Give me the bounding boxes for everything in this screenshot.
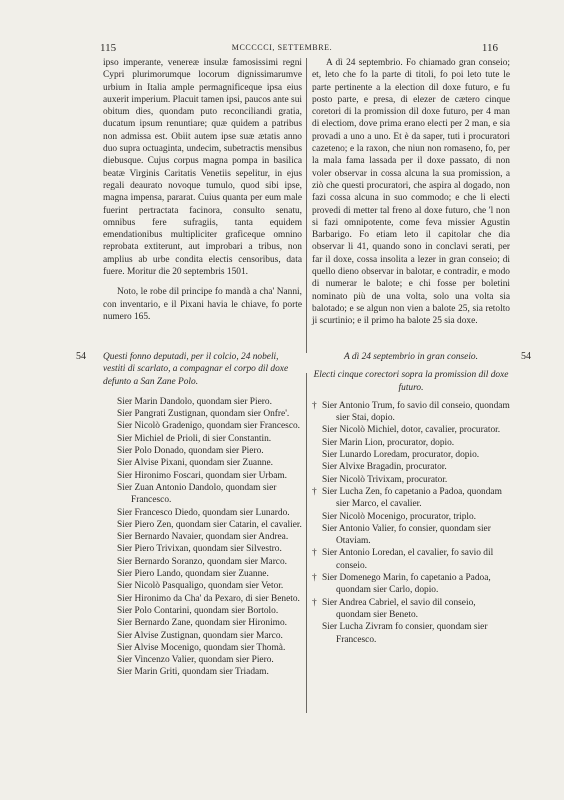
escort-list-item: Sier Francesco Diedo, quondam sier Lunardo.: [117, 507, 290, 518]
correctors-date: A dì 24 septembrio in gran conseio.: [344, 352, 478, 362]
corrector-list-item: [312, 461, 510, 473]
escort-list-item: Sier Bernardo Navaier, quondam sier Andrea.: [117, 532, 289, 543]
escort-heading: Questi fonno deputadi, per il colcio, 24 nobeli, vestiti di scarlato, a compagnar el corpo dil doxe defunto a San Zane Polo.: [103, 352, 289, 387]
correctors-list: [312, 400, 510, 646]
corrector-list-item: [312, 621, 510, 646]
escort-list-item: Sier Alvise Zustignan, quondam sier Marco.: [117, 630, 283, 641]
corrector-list-item: [312, 400, 510, 425]
escort-list-item: Sier Nicolò Gradenigo, quondam sier Francesco.: [117, 421, 301, 432]
corrector-name: Sier Alvixe Bragadin, procurator.: [322, 462, 447, 473]
council-paragraph: A dì 24 septembrio. Fo chiamado gran conseio; et, leto che fo la parte di titoli, fo poi leto tute le parte pertinente a la election dil doxe futuro, e fu posto parte, e presa, di elezer de cætero cinque coretori di la promission dil doxe futuro, per 4 man di electiom, dove prima erano electi per 2 man, e sia provadi a uno a uno. Et è da saper, tuti i procuratori cazeteno; e la raxon, che niun non romaseno, fo, per la mala fama lassada per il doxe passato, di non voler observar in cossa alcuna la sua promission, a ziò che questi procuratori, che aspira al dogado, non fazi cossa alcuna in suo commodo; e che li electi provedi di metter tal freno al doxe futuro, che 'l non si fazi omnipotente, come feva missier Agustin Barbarigo. Fo etiam leto il capitolar che dia observar li 41, quando sono in conclavi serati, per far il doxe, cossa insolita a lezer in gran conseio; di quello dieno observar in balotar, e contradir, e modo di numerar le balote; e chi fosse per boletini nominato più de una volta, solo una volta sia balotado; e se algun non vien a balote 25, sia retolto ji scurtinio; e il primo ha balote 25 sia doxe.: [312, 58, 510, 327]
corrector-list-item: [312, 424, 510, 436]
running-header: [0, 42, 564, 58]
escort-list-item: Sier Polo Donado, quondam sier Piero.: [117, 446, 264, 457]
dagger-mark: †: [312, 573, 317, 584]
corrector-name: Sier Lucha Zivram fo consier, quondam sier Francesco.: [322, 622, 488, 645]
corrector-name: Sier Antonio Trum, fo savio dil conseio, quondam sier Stai, dopio.: [322, 400, 510, 424]
margin-number-left: 54: [76, 351, 86, 362]
page-number-right: 116: [481, 42, 498, 54]
escort-list-item: Sier Hironimo da Cha' da Pexaro, di sier Beneto.: [117, 593, 300, 604]
corrector-list-item: [312, 449, 510, 461]
right-column-top: [312, 57, 510, 328]
escort-list-item: Sier Piero Zen, quondam sier Catarin, el cavalier.: [117, 519, 302, 530]
latin-paragraph: ipso imperante, venereæ insulæ famosissimi regni Cypri plurimorumque locorum dignissimarumve urbium in Italia ample permagnificeque ipsa eius auxerit imperium. Placuit tamen ipsi, paucos ante sui obitum dies, quondam puto reconciliandi gratia, ducatum ipsum renuntiare; quæ quidem a patribus non admissa est. Obiit autem ipse suæ ætatis anno duo supra octuaginta, undecim, subetractis mensibus diebusque. Cujus corpus magna pompa in basilica beatæ Virginis Caritatis Venetiis sepelitur, in ejus regali deaurato novoque tumulo, quod sibi ipse, magna impensa, pararat. Cuius quanta per eum male fuerint pertractata facinora, consulto senatu, omnibus fere sufragiis, tanta equidem emendationibus multipliciter graficeque omnino reprobata extiterunt, aut improbari a tribus, non amplius ab urbe condita electis censoribus, data fuere. Moritur die 20 septembris 1501.: [103, 58, 302, 278]
escort-list: [103, 396, 302, 679]
corrector-name: Sier Antonio Valier, fo consier, quondam sier Otaviam.: [322, 523, 491, 547]
left-column-top: [103, 57, 302, 323]
correctors-section: [312, 351, 510, 646]
escort-list-item: Sier Marin Dandolo, quondam sier Piero.: [117, 396, 272, 407]
corrector-list-item: [312, 547, 510, 572]
escort-list-item: Sier Alvise Pixani, quondam sier Zuanne.: [117, 458, 273, 469]
escort-list-item: Sier Hironimo Foscari, quondam sier Urbam.: [117, 470, 288, 481]
dagger-mark: †: [312, 486, 317, 497]
corrector-name: Sier Marin Lion, procurator, dopio.: [322, 437, 455, 448]
escort-list-item: Sier Zuan Antonio Dandolo, quondam sier Francesco.: [117, 482, 277, 506]
margin-number-right: 54: [521, 351, 531, 362]
corrector-list-item: [312, 597, 510, 622]
running-title: MCCCCCI, SETTEMBRE.: [231, 43, 333, 52]
dagger-mark: †: [312, 597, 317, 608]
corrector-list-item: [312, 523, 510, 548]
corrector-name: Sier Nicolò Mocenigo, procurator, triplo.: [322, 511, 477, 522]
corrector-name: Sier Antonio Loredan, el cavalier, fo savio dil conseio.: [322, 548, 494, 571]
corrector-list-item: [312, 572, 510, 597]
escort-list-item: Sier Bernardo Zane, quondam sier Hironimo.: [117, 618, 288, 629]
escort-list-item: Sier Pangrati Zustignan, quondam sier Onfre'.: [117, 409, 290, 420]
corrector-name: Sier Nicolò Michiel, dotor, cavalier, procurator.: [322, 425, 501, 436]
corrector-name: Sier Lucha Zen, fo capetanio a Padoa, quondam sier Marco, el cavalier.: [322, 486, 502, 510]
corrector-name: Sier Nicolò Trivixam, procurator.: [322, 474, 448, 485]
dagger-mark: †: [312, 400, 317, 411]
escort-list-item: Sier Michiel de Prioli, di sier Constantin.: [117, 433, 272, 444]
corrector-name: Sier Domenego Marin, fo capetanio a Padoa, quondam sier Carlo, dopio.: [322, 573, 491, 596]
column-divider: [306, 58, 307, 353]
escort-list-item: Sier Vincenzo Valier, quondam sier Piero.: [117, 655, 274, 666]
dagger-mark: †: [312, 548, 317, 559]
escort-list-item: Sier Alvise Mocenigo, quondam sier Thomà.: [117, 642, 286, 653]
escort-list-item: Sier Nicolò Pasqualigo, quondam sier Vetor.: [117, 581, 284, 592]
note-paragraph: Noto, le robe dil principe fo mandà a cha' Nanni, con inventario, e il Pixani havia le chiave, fo porte numero 165.: [103, 287, 302, 322]
corrector-name: Sier Lunardo Loredam, procurator, dopio.: [322, 450, 480, 461]
column-divider-lower: [306, 373, 307, 713]
corrector-name: Sier Andrea Cabriel, el savio dil conseio, quondam sier Beneto.: [322, 597, 476, 620]
escort-list-item: Sier Bernardo Soranzo, quondam sier Marco.: [117, 556, 288, 567]
page-number-left: 115: [100, 42, 117, 54]
escort-list-item: Sier Polo Contarini, quondam sier Bortolo.: [117, 605, 279, 616]
escort-list-item: Sier Piero Lando, quondam sier Zuanne.: [117, 569, 269, 580]
escort-list-item: Sier Piero Trivixan, quondam sier Silvestro.: [117, 544, 282, 555]
corrector-list-item: [312, 474, 510, 486]
escort-list-item: Sier Marin Griti, quondam sier Triadam.: [117, 667, 269, 678]
corrector-list-item: [312, 437, 510, 449]
escort-section: [103, 351, 302, 679]
corrector-list-item: [312, 511, 510, 523]
correctors-heading: Electi cinque corectori sopra la promission dil doxe futuro.: [313, 370, 509, 393]
corrector-list-item: [312, 486, 510, 511]
